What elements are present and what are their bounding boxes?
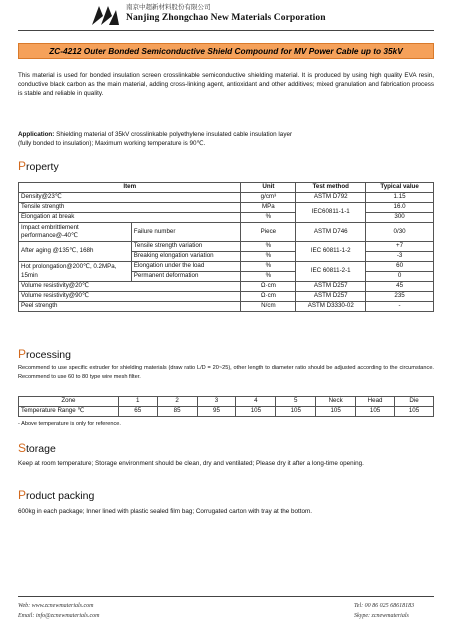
table-header-row (19, 183, 434, 193)
header-divider (18, 30, 434, 31)
company-name-en: Nanjing Zhongchao New Materials Corporation (126, 13, 326, 23)
processing-paragraph: Recommend to use specific extruder for shielding materials (draw ratio L/D = 20~25), other length to diameter ratio should be adjusted according to the circumstance. Recommend to use 60 to 80 type wire mesh filter. (18, 365, 434, 380)
footer-tel: Tel: 00 86 025 68618183 (354, 603, 415, 609)
temperature-row: Temperature Range ℃ 65 85 95 105 105 105 105 105 (19, 407, 434, 417)
packing-paragraph: 600kg in each package; Inner lined with plastic sealed film bag; Corrugated carton with tray at the bottom. (18, 508, 313, 515)
company-name-cn: 南京中超新材料股份有限公司 (126, 4, 211, 11)
storage-paragraph: Keep at room temperature; Storage environment should be clean, dry and ventilated; Please dry it after a long-time opening. (18, 460, 364, 467)
property-table (18, 182, 434, 312)
processing-heading: Processing (18, 347, 71, 361)
application-line1: Shielding material of 35kV crosslinkable polyethylene insulated cable insulation layer (54, 131, 293, 138)
storage-heading: Storage (18, 441, 56, 455)
table-row: Permanent deformation % 0 (19, 272, 434, 282)
intro-paragraph: This material is used for bonded insulation screen crosslinkable semiconductive shielding material. It is produced by using high quality EVA resin, conductive black carbon as the main material, adding cross-linking agent, antioxidant and other additives; mixed granulation and fabrication process is stable and reliable in quality. (18, 72, 434, 98)
property-heading: Property (18, 159, 59, 173)
table-row: Tensile strength MPa IEC60811-1-1 16.0 (19, 203, 434, 213)
application-label: Application: (18, 131, 55, 138)
page-header (0, 0, 451, 36)
table-row: Breaking elongation variation % -3 (19, 252, 434, 262)
footer-web: Web: www.zcnewmaterials.com (18, 603, 94, 609)
table-row: Peel strength N/cm ASTM D3330-02 - (19, 302, 434, 312)
temperature-table (18, 396, 434, 417)
zone-row: Zone 1 2 3 4 5 Neck Head Die (19, 397, 434, 407)
table-row: Volume resistivity@90℃ Ω·cm ASTM D257 235 (19, 292, 434, 302)
table-row: After aging @135℃, 168h Tensile strength variation % IEC 60811-1-2 +7 (19, 242, 434, 252)
application-line2: (fully bonded to insulation); Maximum working temperature is 90℃. (18, 140, 206, 148)
table-row: Density@23℃ g/cm³ ASTM D792 1.15 (19, 193, 434, 203)
document-title: ZC-4212 Outer Bonded Semiconductive Shield Compound for MV Power Cable up to 35kV (18, 43, 434, 59)
processing-note: - Above temperature is only for reference. (18, 421, 121, 427)
table-row: Elongation at break % 300 (19, 213, 434, 223)
col-header-unit: Unit (241, 183, 296, 193)
footer-divider (18, 596, 434, 597)
table-row: Hot prolongation@200℃, 0.2MPa, 15min Elongation under the load % IEC 60811-2-1 60 (19, 262, 434, 272)
application-paragraph (18, 130, 434, 148)
col-header-method: Test method (296, 183, 366, 193)
company-logo-icon (90, 4, 120, 26)
col-header-item: Item (19, 183, 241, 193)
table-row: Volume resistivity@20℃ Ω·cm ASTM D257 45 (19, 282, 434, 292)
footer-email: Email: info@zcnewmaterials.com (18, 613, 100, 619)
table-row: Impact embrittlement performance@-40℃ Failure number Piece ASTM D746 0/30 (19, 223, 434, 242)
col-header-value: Typical value (366, 183, 434, 193)
packing-heading: Product packing (18, 488, 95, 502)
footer-skype: Skype: zcnewmaterials (354, 613, 409, 619)
